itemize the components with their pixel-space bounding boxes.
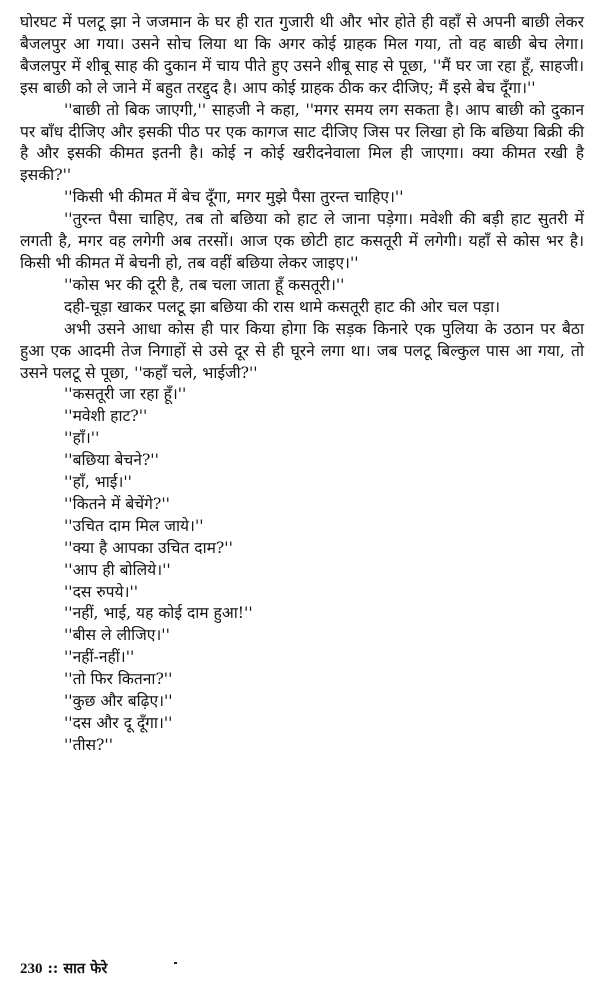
dialogue-line: ''कितने में बेचेंगे?'' <box>64 494 170 513</box>
footer-separator: :: <box>42 960 64 977</box>
dialogue-line: ''मवेशी हाट?'' <box>64 407 148 426</box>
dialogue-line: ''तो फिर कितना?'' <box>64 670 173 689</box>
dialogue-line: ''हाँ।'' <box>64 429 100 448</box>
dialogue-line: ''उचित दाम मिल जाये।'' <box>64 516 204 535</box>
dialogue-line: ''नहीं, भाई, यह कोई दाम हुआ!'' <box>64 604 253 623</box>
paragraph-5: ''कोस भर की दूरी है, तब चला जाता हूँ कसतूरी।'' <box>64 275 345 294</box>
page-body <box>20 12 584 757</box>
dialogue-line: ''दस और दू दूँगा।'' <box>64 714 173 732</box>
dialogue-line: ''क्या है आपका उचित दाम?'' <box>64 538 233 557</box>
book-title: सात फेरे <box>63 960 108 977</box>
dialogue-line: ''कसतूरी जा रहा हूँ।'' <box>64 385 187 404</box>
page-number: 230 <box>20 961 43 977</box>
paragraph-1: घोरघट में पलटू झा ने जजमान के घर ही रात गुजारी थी और भोर होते ही वहाँ से अपनी बाछी लेकर बैजलपुर आ गया। उसने सोच लिया था कि अगर कोई ग्राहक मिल गया, तो वह बाछी बेच लेगा। बैजलपुर में शीबू साह की दुकान में चाय पीते हुए उसने शीबू साह से पूछा, ''मैं घर जा रहा हूँ, साहजी। इस बाछी को ले जाने में बहुत तरद्दुद है। आप कोई ग्राहक ठीक कर दीजिए; मैं इसे बेच दूँगा।'' <box>20 13 584 97</box>
paragraph-4: ''तुरन्त पैसा चाहिए, तब तो बछिया को हाट ले जाना पड़ेगा। मवेशी की बड़ी हाट सुतरी में लगती है, मगर वह लगेगी अब तरसों। आज एक छोटी हाट कसतूरी में लगेगी। यहाँ से कोस भर है। किसी भी कीमत में बेचनी हो, तब वहीं बछिया लेकर जाइए।'' <box>20 210 584 272</box>
paragraph-2: ''बाछी तो बिक जाएगी,'' साहजी ने कहा, ''मगर समय लग सकता है। आप बाछी को दुकान पर बाँध दीजिए और इसकी पीठ पर एक कागज साट दीजिए जिस पर लिखा हो कि बछिया बिक्री की है और इसकी कीमत इतनी है। कोई न कोई खरीदनेवाला मिल ही जाएगा। क्या कीमत रखी है इसकी?'' <box>20 100 584 185</box>
page-footer <box>20 958 107 978</box>
dialogue-line: ''बीस ले लीजिए।'' <box>64 626 170 645</box>
paragraph-3: ''किसी भी कीमत में बेच दूँगा, मगर मुझे पैसा तुरन्त चाहिए।'' <box>64 188 404 207</box>
dialogue-line: ''तीस?'' <box>64 735 113 754</box>
paragraph-6: दही-चूड़ा खाकर पलटू झा बछिया की रास थामे कसतूरी हाट की ओर चल पड़ा। <box>64 297 501 316</box>
dialogue-line: ''नहीं-नहीं।'' <box>64 648 135 667</box>
dialogue-line: ''बछिया बेचने?'' <box>64 451 159 470</box>
dialogue-line: ''दस रुपये।'' <box>64 582 139 601</box>
dialogue-line: ''कुछ और बढ़िए।'' <box>64 692 173 711</box>
paragraph-7: अभी उसने आधा कोस ही पार किया होगा कि सड़क किनारे एक पुलिया के उठान पर बैठा हुआ एक आदमी तेज निगाहों से उसे दूर से ही घूरने लगा था। जब पलटू बिल्कुल पास आ गया, तो उसने पलटू से पूछा, ''कहाँ चले, भाईजी?'' <box>20 319 584 382</box>
dialogue-line: ''हाँ, भाई।'' <box>64 473 132 492</box>
dialogue-line: ''आप ही बोलिये।'' <box>64 560 171 579</box>
print-speck <box>174 962 177 964</box>
